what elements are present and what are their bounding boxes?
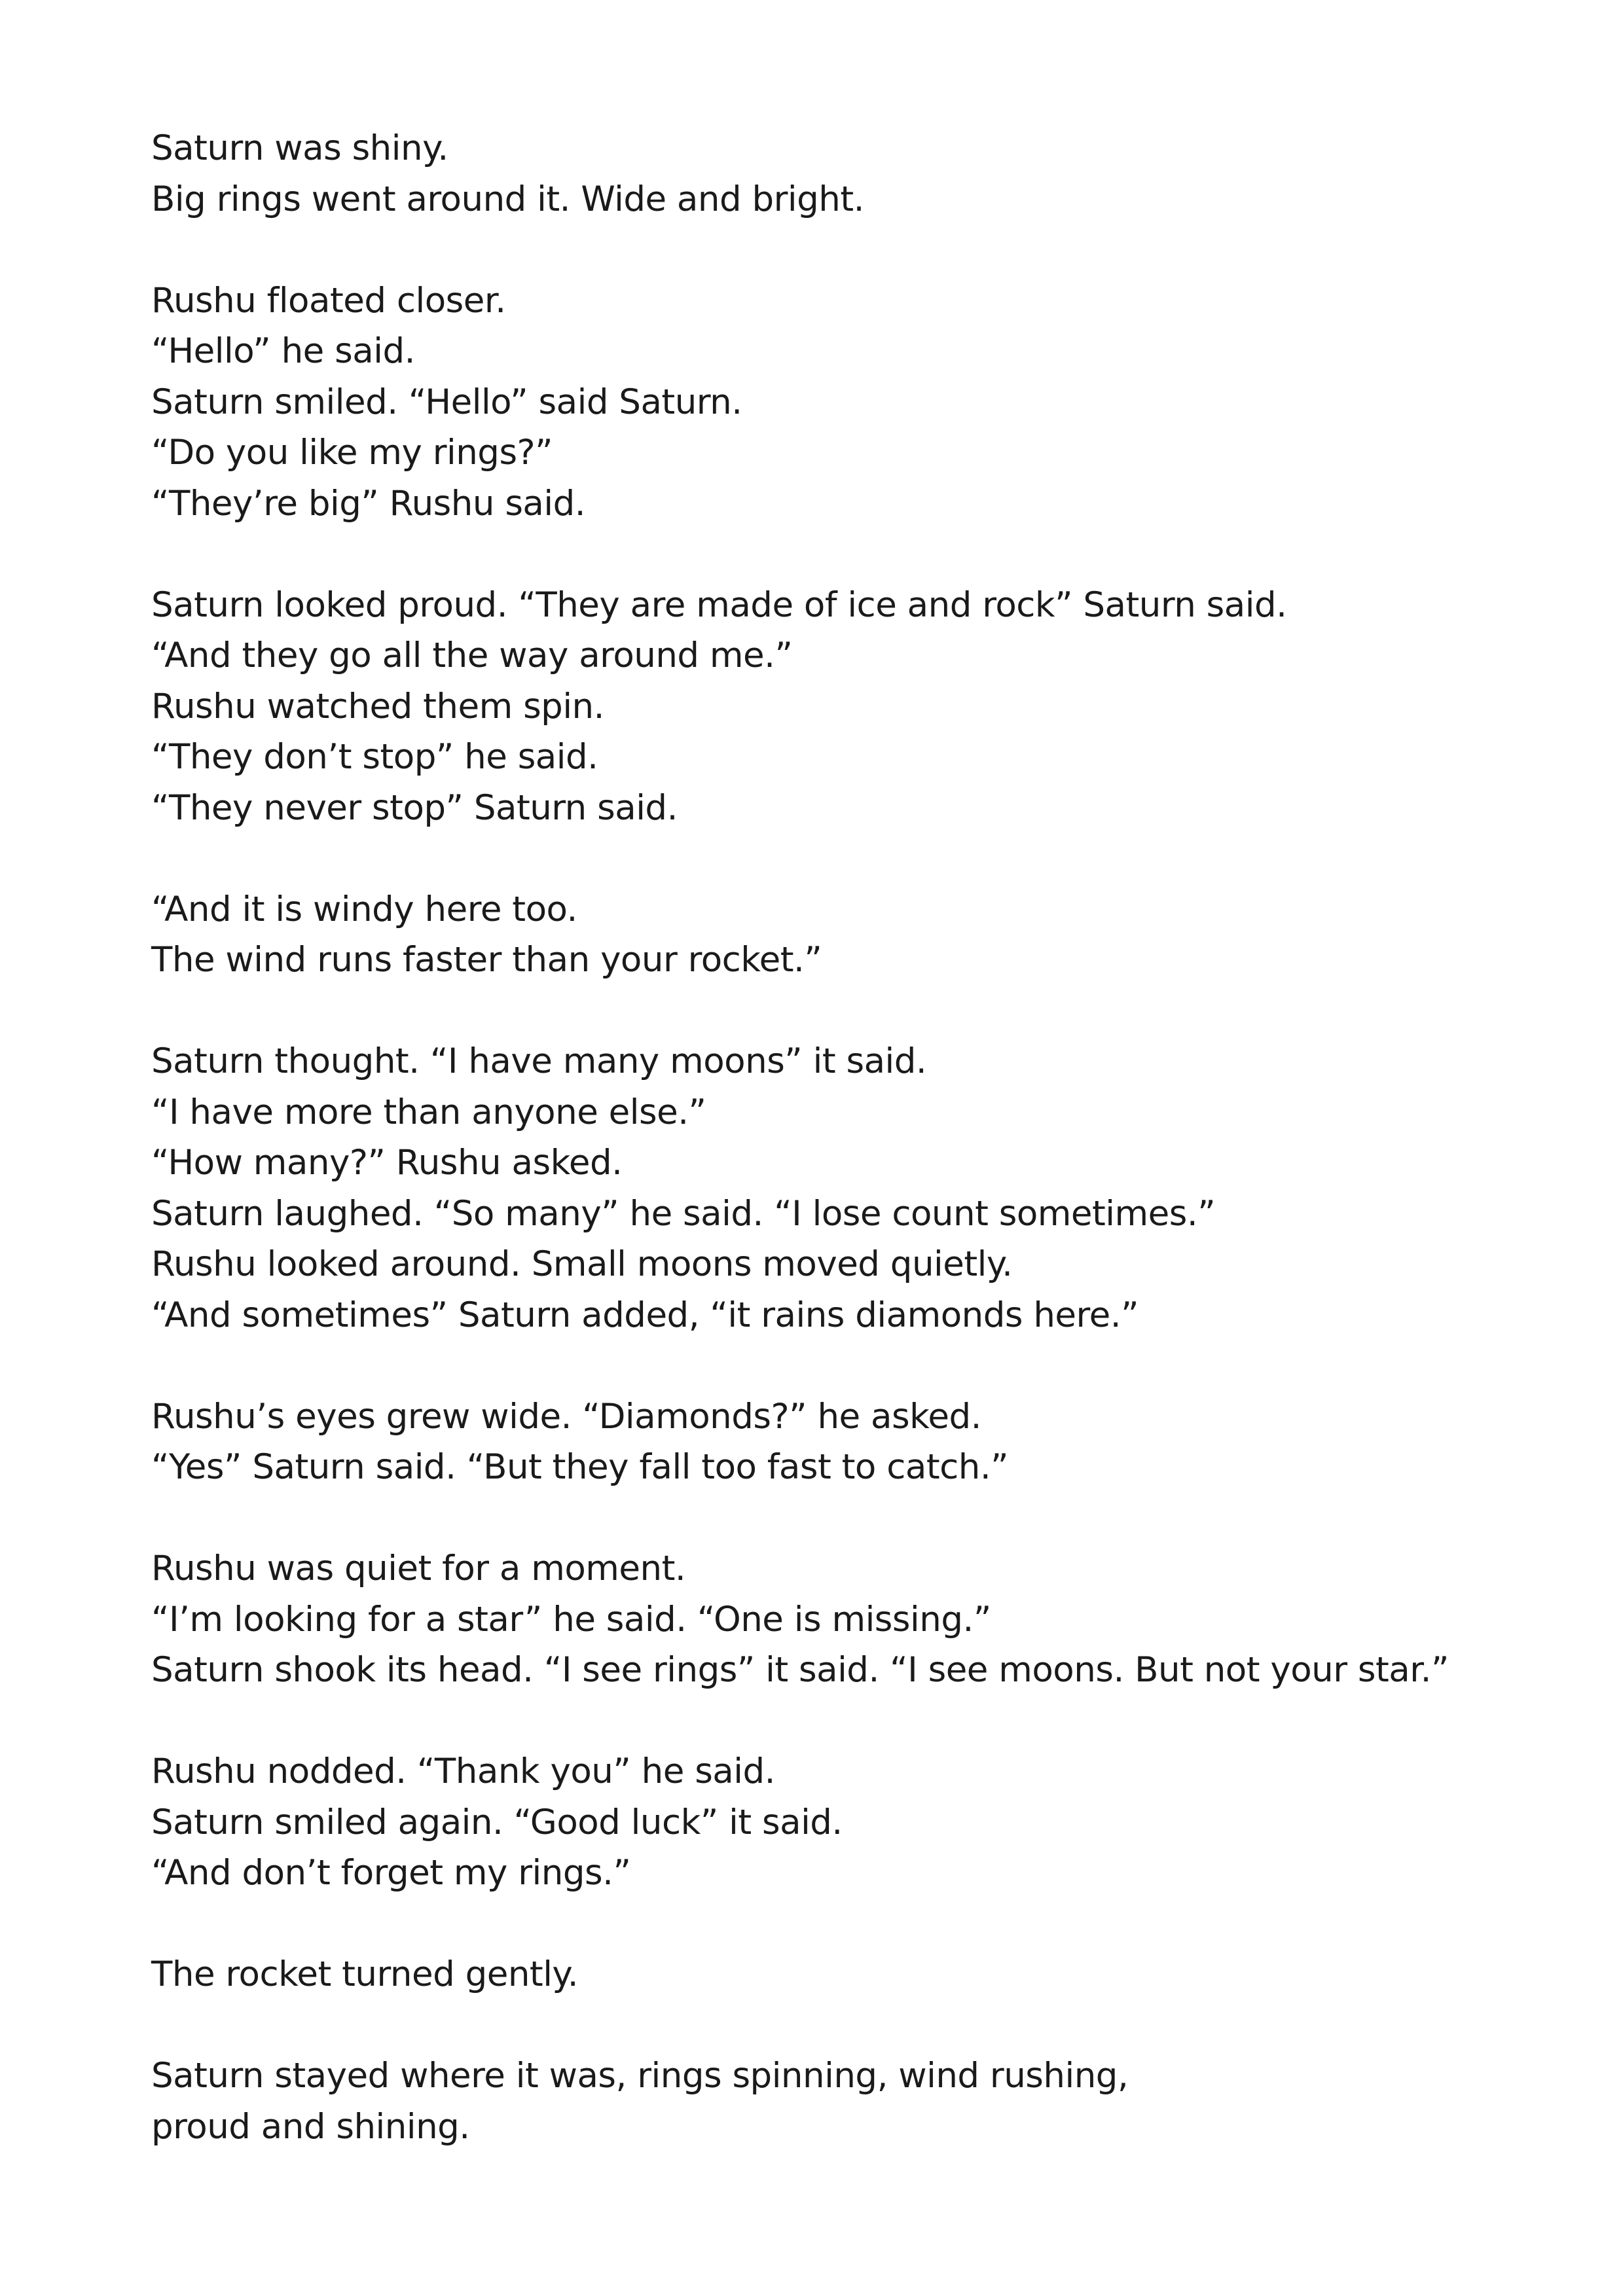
text-line: “I’m looking for a star” he said. “One is missing.” <box>151 1599 991 1640</box>
text-line: “Do you like my rings?” <box>151 433 553 473</box>
text-line: “And sometimes” Saturn added, “it rains diamonds here.” <box>151 1295 1139 1335</box>
text-line: “They never stop” Saturn said. <box>151 787 678 828</box>
paragraph-5 <box>151 1036 1461 1340</box>
text-line: Saturn stayed where it was, rings spinning, wind rushing, <box>151 2056 1129 2096</box>
text-line: Saturn shook its head. “I see rings” it said. “I see moons. But not your star.” <box>151 1650 1449 1690</box>
text-line: Rushu looked around. Small moons moved quietly. <box>151 1244 1013 1284</box>
text-line: The wind runs faster than your rocket.” <box>151 940 822 980</box>
text-line: “And they go all the way around me.” <box>151 636 793 675</box>
text-line: “And don’t forget my rings.” <box>151 1853 631 1893</box>
text-line: Saturn looked proud. “They are made of ice and rock” Saturn said. <box>151 584 1287 625</box>
text-line: “I have more than anyone else.” <box>151 1092 706 1132</box>
paragraph-7 <box>151 1543 1461 1696</box>
text-line: “And it is windy here too. <box>151 889 577 929</box>
paragraph-1 <box>151 123 1461 224</box>
paragraph-3 <box>151 580 1461 834</box>
text-line: “They don’t stop” he said. <box>151 737 598 777</box>
paragraph-10 <box>151 2051 1461 2152</box>
paragraph-6 <box>151 1391 1461 1493</box>
text-line: Big rings went around it. Wide and bright. <box>151 179 864 219</box>
paragraph-8 <box>151 1746 1461 1899</box>
text-line: Rushu watched them spin. <box>151 686 604 726</box>
text-line: Saturn smiled again. “Good luck” it said. <box>151 1802 843 1842</box>
story-page <box>151 123 1461 2152</box>
text-line: Rushu was quiet for a moment. <box>151 1549 686 1588</box>
text-line: Saturn smiled. “Hello” said Saturn. <box>151 382 742 422</box>
text-line: Rushu’s eyes grew wide. “Diamonds?” he asked. <box>151 1396 981 1437</box>
paragraph-9 <box>151 1949 1461 2000</box>
text-line: proud and shining. <box>151 2106 470 2147</box>
text-line: Saturn thought. “I have many moons” it said. <box>151 1041 927 1081</box>
text-line: “They’re big” Rushu said. <box>151 483 586 524</box>
text-line: Saturn laughed. “So many” he said. “I lose count sometimes.” <box>151 1193 1216 1234</box>
text-line: Saturn was shiny. <box>151 128 448 168</box>
text-line: “How many?” Rushu asked. <box>151 1143 623 1183</box>
text-line: “Yes” Saturn said. “But they fall too fast to catch.” <box>151 1447 1009 1487</box>
text-line: Rushu floated closer. <box>151 280 506 321</box>
paragraph-2 <box>151 276 1461 529</box>
text-line: The rocket turned gently. <box>151 1954 579 1994</box>
text-line: “Hello” he said. <box>151 331 415 371</box>
text-line: Rushu nodded. “Thank you” he said. <box>151 1751 775 1791</box>
paragraph-4 <box>151 884 1461 986</box>
